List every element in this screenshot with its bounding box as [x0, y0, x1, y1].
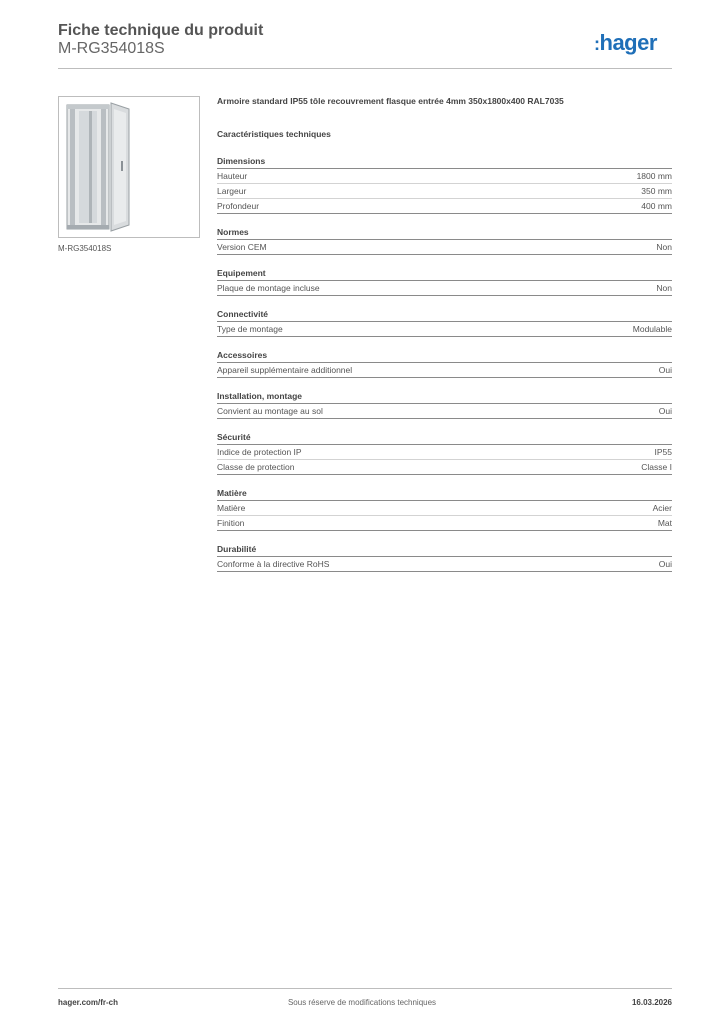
specs-heading: Caractéristiques techniques — [217, 129, 331, 139]
spec-value: Non — [656, 242, 672, 252]
spec-row — [217, 363, 672, 378]
spec-row — [217, 501, 672, 516]
spec-label: Hauteur — [217, 171, 248, 181]
spec-value: 1800 mm — [636, 171, 672, 181]
spec-group — [217, 432, 672, 475]
spec-group — [217, 391, 672, 419]
logo-dots-icon: : — [594, 34, 600, 54]
spec-value: IP55 — [654, 447, 672, 457]
spec-group-title: Durabilité — [217, 544, 672, 557]
spec-row — [217, 557, 672, 572]
image-caption: M-RG354018S — [58, 244, 112, 253]
spec-group — [217, 488, 672, 531]
spec-label: Version CEM — [217, 242, 267, 252]
spec-row — [217, 445, 672, 460]
spec-group — [217, 350, 672, 378]
footer-divider — [58, 988, 672, 989]
page-title: Fiche technique du produit — [58, 22, 264, 39]
spec-group — [217, 268, 672, 296]
spec-value: Oui — [658, 365, 672, 375]
spec-value: 350 mm — [641, 186, 672, 196]
spec-group-title: Connectivité — [217, 309, 672, 322]
cabinet-image-icon — [59, 97, 199, 237]
spec-row — [217, 404, 672, 419]
spec-group — [217, 544, 672, 572]
spec-value: Classe I — [641, 462, 672, 472]
spec-label: Plaque de montage incluse — [217, 283, 320, 293]
product-reference: M-RG354018S — [58, 40, 165, 57]
spec-row — [217, 169, 672, 184]
spec-row — [217, 322, 672, 337]
spec-group-title: Normes — [217, 227, 672, 240]
spec-value: 400 mm — [641, 201, 672, 211]
spec-label: Conforme à la directive RoHS — [217, 559, 330, 569]
spec-value: Non — [656, 283, 672, 293]
spec-label: Finition — [217, 518, 245, 528]
spec-label: Indice de protection IP — [217, 447, 302, 457]
spec-groups — [217, 156, 672, 572]
spec-row — [217, 281, 672, 296]
spec-value: Mat — [657, 518, 672, 528]
specs-column — [217, 96, 672, 572]
spec-label: Matière — [217, 503, 246, 513]
footer-website[interactable]: hager.com/fr-ch — [58, 998, 119, 1007]
spec-group — [217, 156, 672, 214]
spec-row — [217, 184, 672, 199]
spec-group — [217, 309, 672, 337]
spec-group-title: Equipement — [217, 268, 672, 281]
spec-group-title: Dimensions — [217, 156, 672, 169]
spec-value: Oui — [658, 559, 672, 569]
spec-group-title: Matière — [217, 488, 672, 501]
spec-row — [217, 460, 672, 475]
spec-row — [217, 516, 672, 531]
spec-label: Classe de protection — [217, 462, 295, 472]
spec-group — [217, 227, 672, 255]
spec-row — [217, 240, 672, 255]
spec-value: Oui — [658, 406, 672, 416]
product-image — [58, 96, 200, 238]
spec-row — [217, 199, 672, 214]
spec-label: Profondeur — [217, 201, 260, 211]
spec-label: Type de montage — [217, 324, 283, 334]
spec-label: Appareil supplémentaire additionnel — [217, 365, 353, 375]
spec-value: Acier — [652, 503, 672, 513]
header-divider — [58, 68, 672, 69]
product-description: Armoire standard IP55 tôle recouvrement flasque entrée 4mm 350x1800x400 RAL7035 — [217, 96, 564, 106]
spec-group-title: Installation, montage — [217, 391, 672, 404]
spec-label: Largeur — [217, 186, 247, 196]
spec-label: Convient au montage au sol — [217, 406, 323, 416]
footer-date: 16.03.2026 — [631, 998, 672, 1007]
footer-notice: Sous réserve de modifications techniques — [287, 998, 437, 1007]
hager-logo: :hager — [594, 30, 657, 55]
spec-value: Modulable — [632, 324, 672, 334]
spec-group-title: Sécurité — [217, 432, 672, 445]
spec-group-title: Accessoires — [217, 350, 672, 363]
